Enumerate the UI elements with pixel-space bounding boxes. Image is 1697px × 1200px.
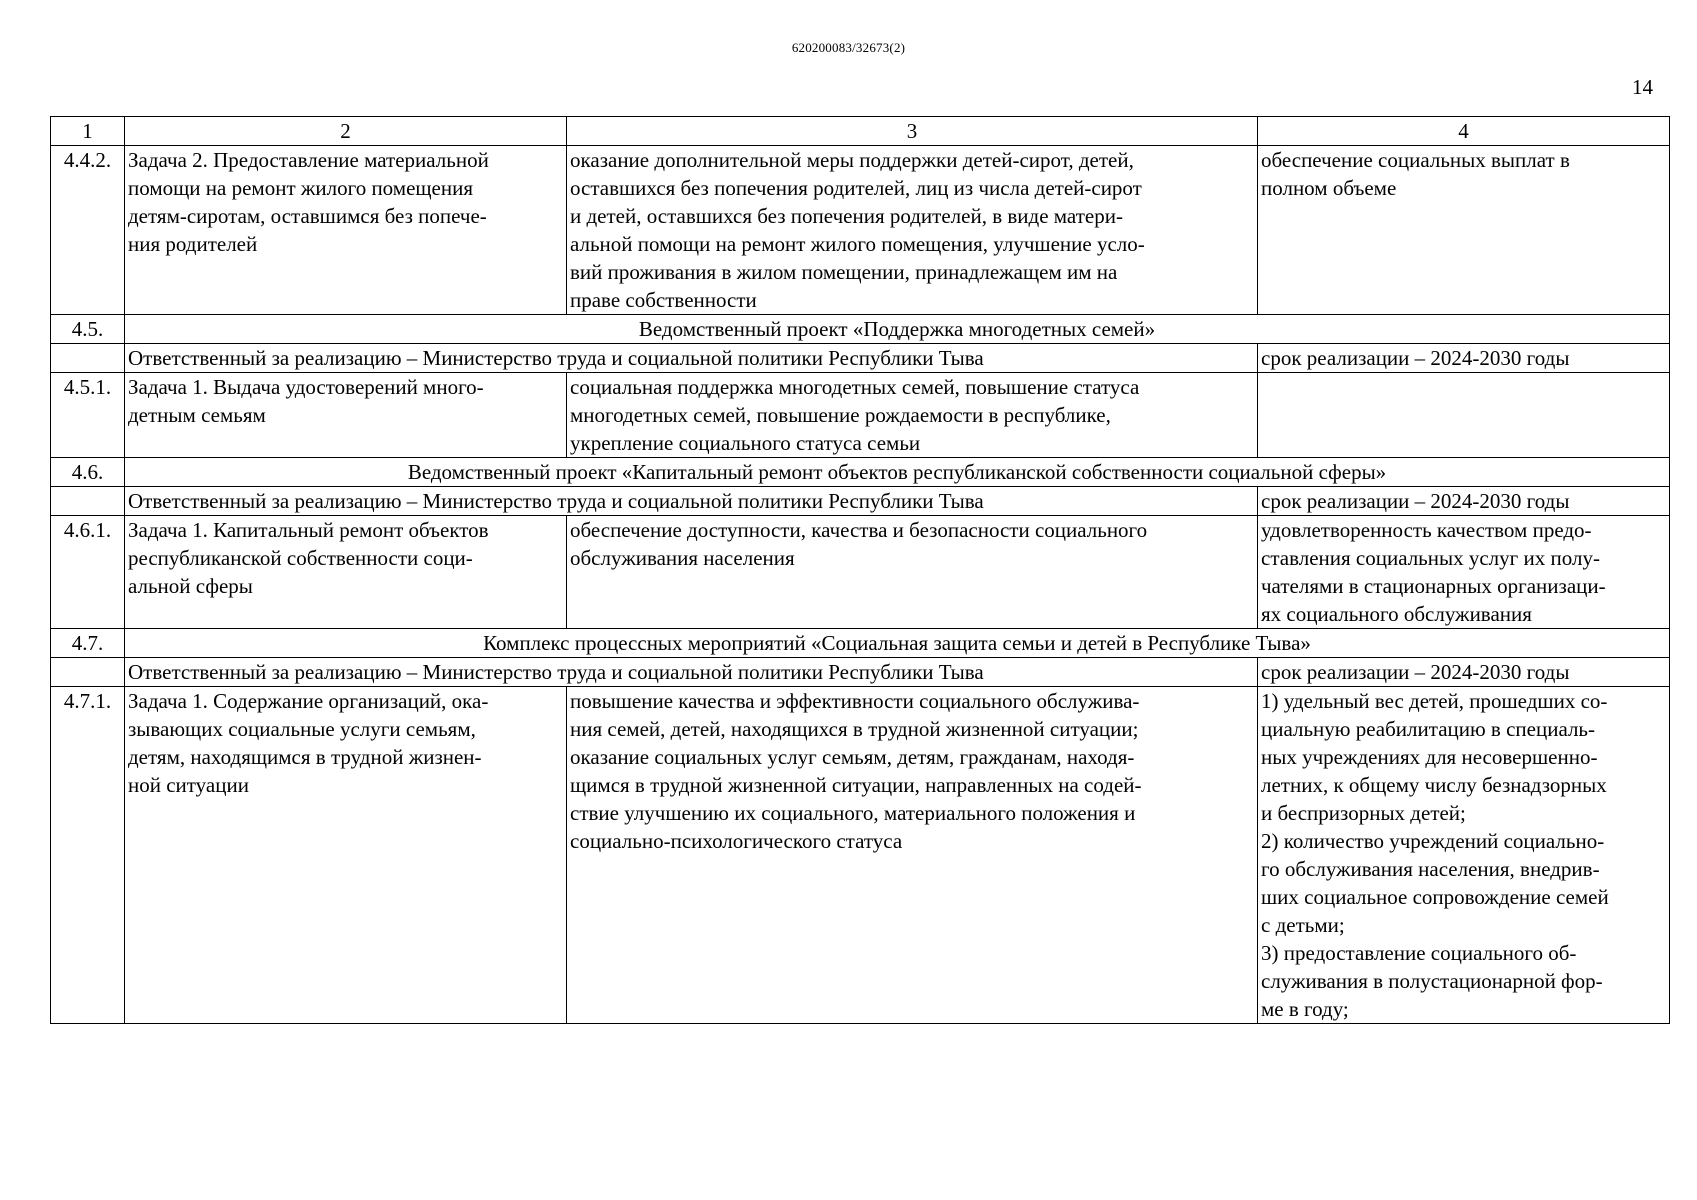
responsible-cell: Ответственный за реализацию – Министерство труда и социальной политики Республики Тыва: [125, 344, 1258, 373]
task-text-line: альной сферы: [128, 574, 253, 598]
indicator-text-line: обеспечение социальных выплат в: [1261, 148, 1570, 172]
result-text-line: ния семей, детей, находящихся в трудной жизненной ситуации;: [570, 717, 1139, 741]
result-text-line: укрепление социального статуса семьи: [570, 431, 921, 455]
responsible-cell: Ответственный за реализацию – Министерство труда и социальной политики Республики Тыва: [125, 487, 1258, 516]
indicator-text-line: с детьми;: [1261, 913, 1345, 937]
task-text-line: помощи на ремонт жилого помещения: [128, 176, 474, 200]
implementation-term-cell: срок реализации – 2024-2030 годы: [1258, 344, 1670, 373]
task-row: [51, 146, 1670, 315]
indicator-text-line: го обслуживания населения, внедрив-: [1261, 857, 1600, 881]
task-text-line: Задача 1. Капитальный ремонт объектов: [128, 518, 489, 542]
indicator-text-line: летних, к общему числу безнадзорных: [1261, 773, 1607, 797]
task-text-line: ния родителей: [128, 232, 258, 256]
implementation-term-cell: срок реализации – 2024-2030 годы: [1258, 658, 1670, 687]
row-number-cell: 4.5.1.: [51, 373, 125, 458]
task-row: [51, 687, 1670, 1024]
result-text-line: ствие улучшению их социального, материального положения и: [570, 801, 1136, 825]
implementation-term-cell: срок реализации – 2024-2030 годы: [1258, 487, 1670, 516]
responsible-cell: Ответственный за реализацию – Министерство труда и социальной политики Республики Тыва: [125, 658, 1258, 687]
result-text-line: вий проживания в жилом помещении, принадлежащем им на: [570, 260, 1118, 284]
task-cell: [125, 146, 567, 315]
page-number: 14: [1632, 75, 1653, 99]
empty-cell: [51, 658, 125, 687]
result-text-line: обслуживания населения: [570, 546, 795, 570]
section-number-cell: 4.5.: [51, 315, 125, 344]
task-cell: [125, 373, 567, 458]
indicator-text-line: полном объеме: [1261, 176, 1397, 200]
result-cell: [567, 516, 1258, 629]
result-text-line: многодетных семей, повышение рождаемости в республике,: [570, 403, 1111, 427]
section-title-cell: Комплекс процессных мероприятий «Социальная защита семьи и детей в Республике Тыва»: [125, 629, 1670, 658]
indicator-text-line: ме в году;: [1261, 997, 1349, 1021]
indicator-cell: [1258, 516, 1670, 629]
indicator-cell: [1258, 687, 1670, 1024]
indicator-text-line: ях социального обслуживания: [1261, 602, 1532, 626]
document-id: 620200083/32673(2): [791, 40, 906, 55]
result-text-line: и детей, оставшихся без попечения родителей, в виде матери-: [570, 204, 1123, 228]
section-row: [51, 458, 1670, 487]
result-cell: [567, 687, 1258, 1024]
result-text-line: оставшихся без попечения родителей, лиц из числа детей-сирот: [570, 176, 1142, 200]
responsible-row: [51, 658, 1670, 687]
indicator-cell: [1258, 373, 1670, 458]
row-number-cell: 4.6.1.: [51, 516, 125, 629]
task-row: [51, 516, 1670, 629]
empty-cell: [51, 344, 125, 373]
task-text-line: зывающих социальные услуги семьям,: [128, 717, 476, 741]
task-text-line: республиканской собственности соци-: [128, 546, 473, 570]
task-row: [51, 373, 1670, 458]
result-text-line: оказание социальных услуг семьям, детям, гражданам, находя-: [570, 745, 1135, 769]
indicator-text-line: циальную реабилитацию в специаль-: [1261, 717, 1596, 741]
column-number-row: [51, 117, 1670, 146]
responsible-row: [51, 487, 1670, 516]
result-text-line: повышение качества и эффективности социального обслужива-: [570, 689, 1140, 713]
section-number-cell: 4.6.: [51, 458, 125, 487]
section-title-cell: Ведомственный проект «Поддержка многодетных семей»: [125, 315, 1670, 344]
section-row: [51, 315, 1670, 344]
column-number-1: 1: [51, 117, 125, 146]
task-text-line: детям-сиротам, оставшимся без попече-: [128, 204, 487, 228]
column-number-3: 3: [567, 117, 1258, 146]
row-number-cell: 4.7.1.: [51, 687, 125, 1024]
task-text-line: детным семьям: [128, 403, 266, 427]
result-text-line: обеспечение доступности, качества и безопасности социального: [570, 518, 1148, 542]
task-text-line: детям, находящимся в трудной жизнен-: [128, 745, 482, 769]
task-cell: [125, 687, 567, 1024]
section-title-cell: Ведомственный проект «Капитальный ремонт объектов республиканской собственности социальной сферы»: [125, 458, 1670, 487]
indicator-text-line: ставления социальных услуг их полу-: [1261, 546, 1600, 570]
result-text-line: оказание дополнительной меры поддержки детей-сирот, детей,: [570, 148, 1134, 172]
column-number-4: 4: [1258, 117, 1670, 146]
section-row: [51, 629, 1670, 658]
result-cell: [567, 146, 1258, 315]
row-number-cell: 4.4.2.: [51, 146, 125, 315]
program-structure-table: [50, 116, 1670, 1024]
responsible-row: [51, 344, 1670, 373]
indicator-text-line: и беспризорных детей;: [1261, 801, 1466, 825]
result-cell: [567, 373, 1258, 458]
indicator-text-line: чателями в стационарных организаци-: [1261, 574, 1606, 598]
task-text-line: Задача 1. Выдача удостоверений много-: [128, 375, 484, 399]
result-text-line: социально-психологического статуса: [570, 829, 903, 853]
task-cell: [125, 516, 567, 629]
section-number-cell: 4.7.: [51, 629, 125, 658]
indicator-text-line: удовлетворенность качеством предо-: [1261, 518, 1592, 542]
indicator-text-line: ных учреждениях для несовершенно-: [1261, 745, 1598, 769]
indicator-cell: [1258, 146, 1670, 315]
task-text-line: Задача 1. Содержание организаций, ока-: [128, 689, 489, 713]
column-number-2: 2: [125, 117, 567, 146]
result-text-line: щимся в трудной жизненной ситуации, направленных на содей-: [570, 773, 1142, 797]
indicator-text-line: 1) удельный вес детей, прошедших со-: [1261, 689, 1608, 713]
task-text-line: Задача 2. Предоставление материальной: [128, 148, 489, 172]
indicator-text-line: служивания в полустационарной фор-: [1261, 969, 1603, 993]
result-text-line: социальная поддержка многодетных семей, повышение статуса: [570, 375, 1140, 399]
task-text-line: ной ситуации: [128, 773, 249, 797]
indicator-text-line: 3) предоставление социального об-: [1261, 941, 1577, 965]
result-text-line: праве собственности: [570, 288, 757, 312]
result-text-line: альной помощи на ремонт жилого помещения, улучшение усло-: [570, 232, 1145, 256]
indicator-text-line: 2) количество учреждений социально-: [1261, 829, 1605, 853]
empty-cell: [51, 487, 125, 516]
indicator-text-line: ших социальное сопровождение семей: [1261, 885, 1609, 909]
